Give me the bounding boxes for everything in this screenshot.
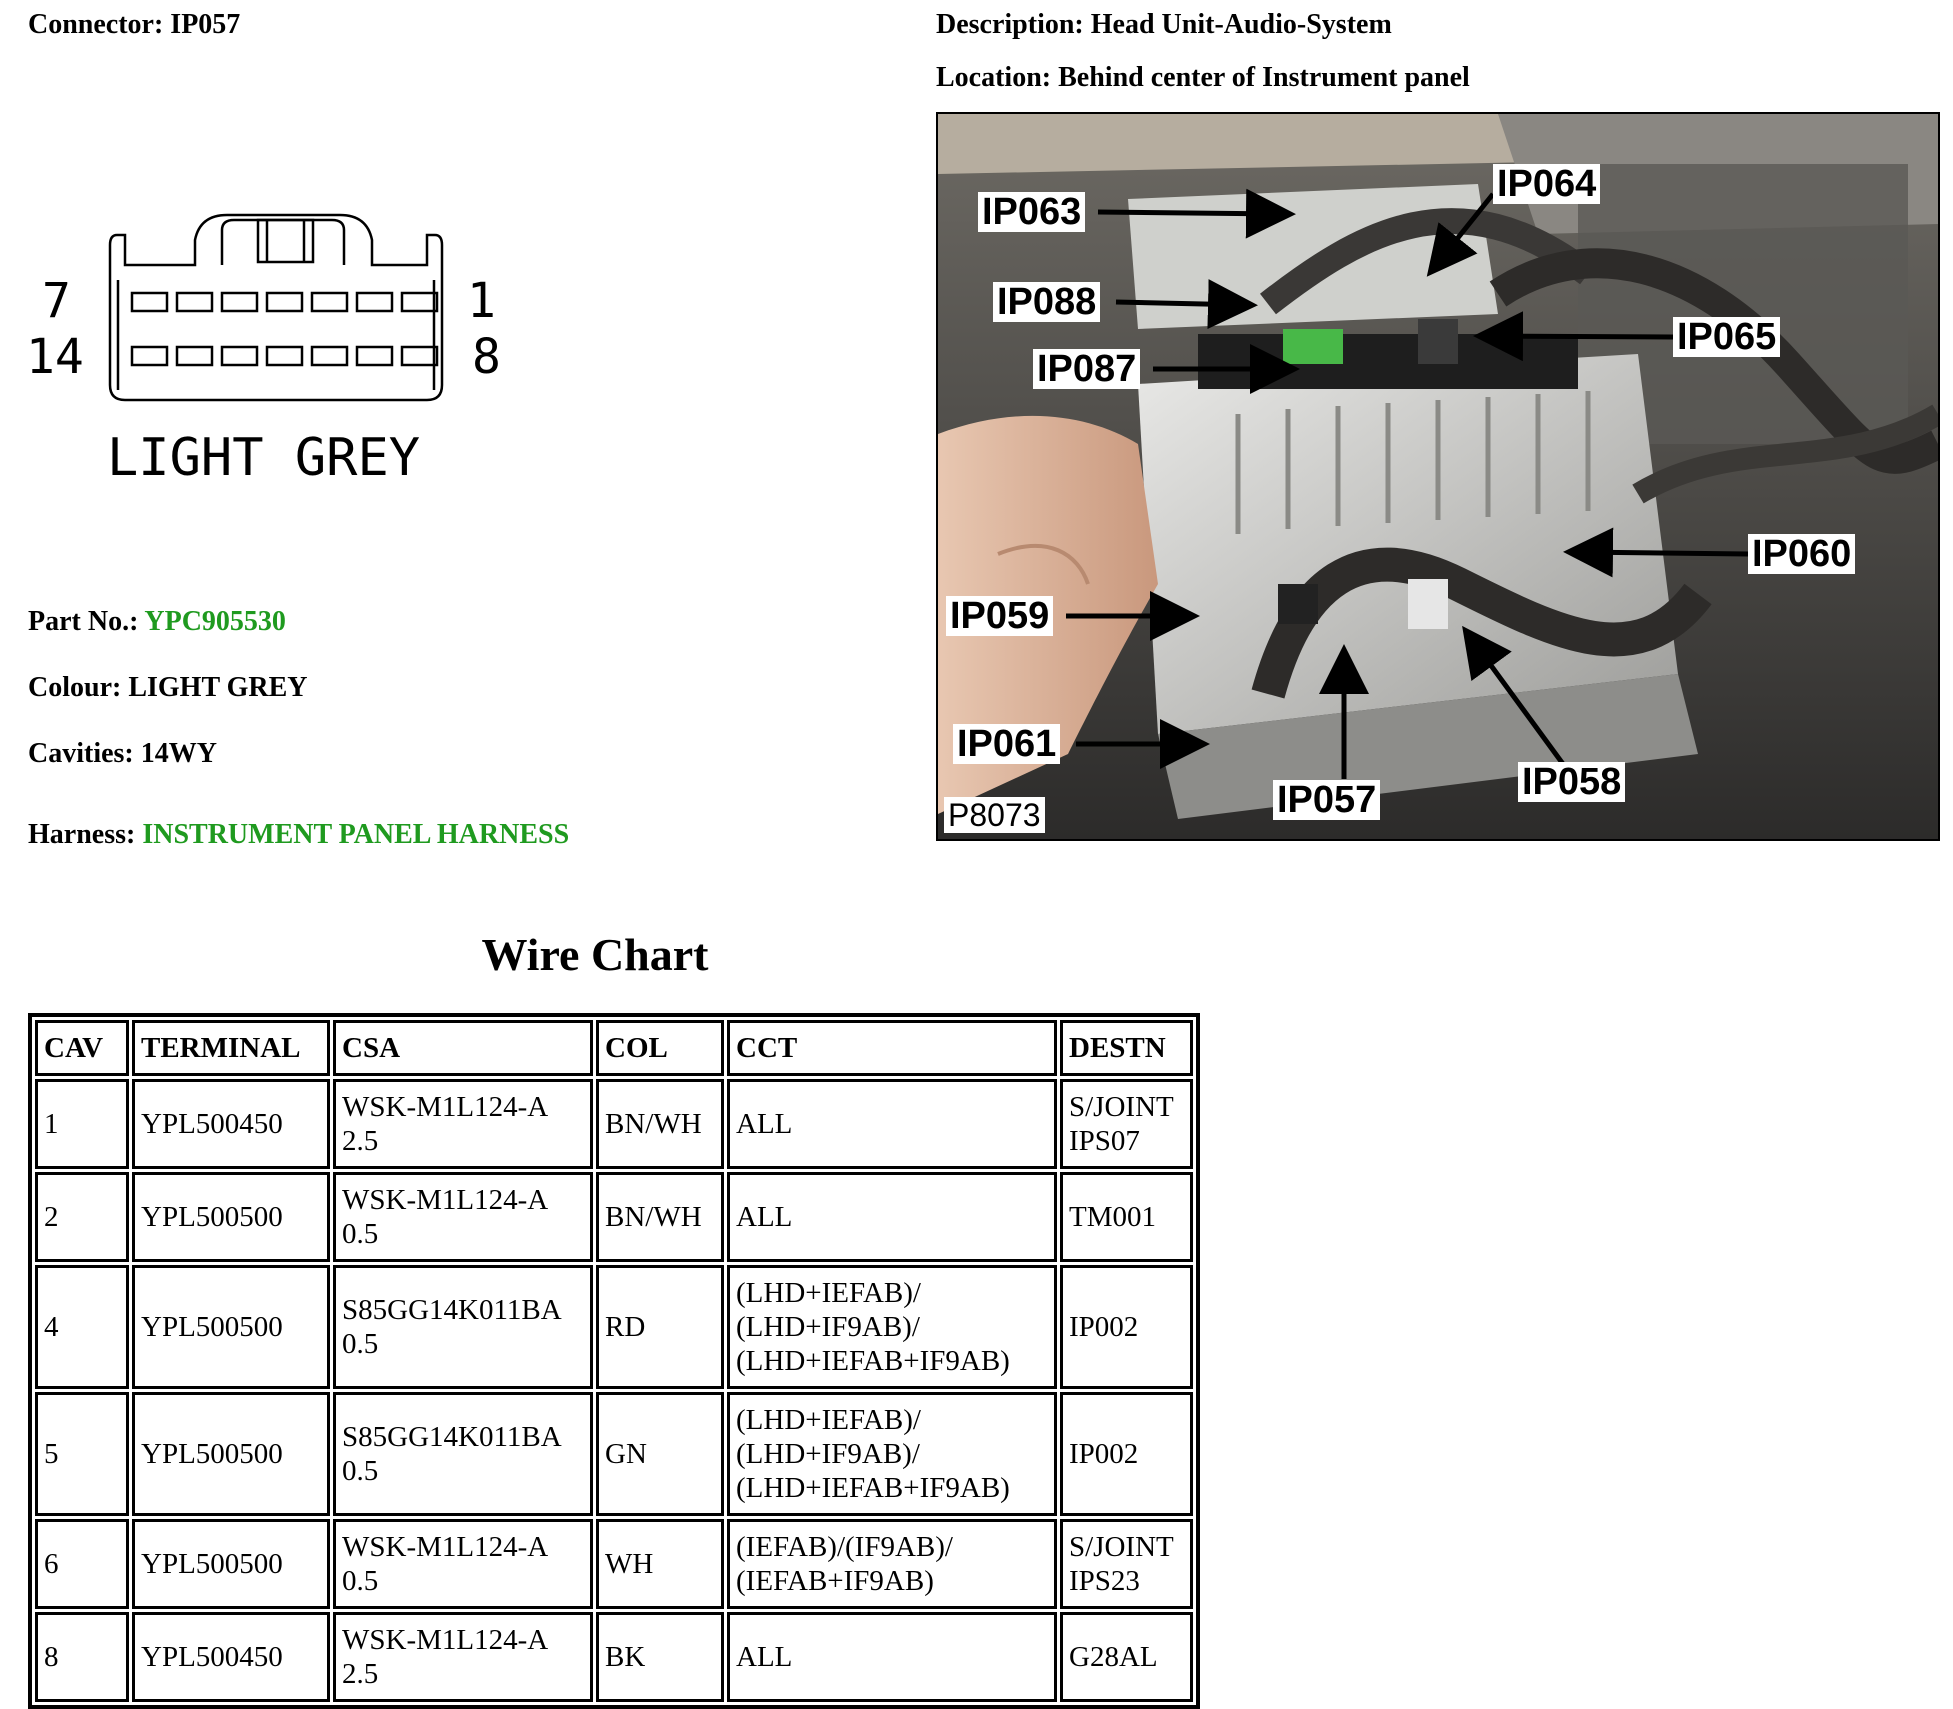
- cell-terminal: YPL500500: [132, 1172, 330, 1262]
- cct-line: (LHD+IEFAB+IF9AB): [736, 1472, 1010, 1504]
- harness-link[interactable]: INSTRUMENT PANEL HARNESS: [142, 819, 570, 850]
- callout-ip060: IP060: [1748, 534, 1855, 574]
- csa-line: 2.5: [342, 1125, 379, 1157]
- cell-terminal: YPL500500: [132, 1265, 330, 1389]
- cavity-row-bottom: [132, 347, 437, 365]
- csa-line: 0.5: [342, 1328, 379, 1360]
- part-number-link[interactable]: YPC905530: [144, 606, 286, 637]
- destn-line: TM001: [1069, 1201, 1156, 1233]
- csa-line: WSK-M1L124-A: [342, 1624, 549, 1656]
- header-csa: CSA: [333, 1020, 593, 1076]
- destn-line: IPS07: [1069, 1125, 1140, 1157]
- cavities-line: [28, 737, 217, 771]
- csa-line: 2.5: [342, 1658, 379, 1690]
- cct-line: (LHD+IEFAB+IF9AB): [736, 1345, 1010, 1377]
- callout-ip064: IP064: [1493, 164, 1600, 204]
- csa-line: 0.5: [342, 1455, 379, 1487]
- colour-label: Colour:: [28, 672, 122, 703]
- callout-ip057: IP057: [1273, 780, 1380, 820]
- description-value: Head Unit-Audio-System: [1090, 9, 1392, 40]
- pin-label-1: 1: [467, 273, 496, 329]
- cct-line: (LHD+IF9AB)/: [736, 1438, 920, 1470]
- callout-arrows: [938, 114, 1938, 839]
- connector-line: [28, 8, 240, 42]
- cell-destn: [1060, 1172, 1193, 1262]
- cell-csa: [333, 1519, 593, 1609]
- connector-value: IP057: [170, 9, 241, 40]
- header-destn: DESTN: [1060, 1020, 1193, 1076]
- cell-col: GN: [596, 1392, 724, 1516]
- destn-line: IP002: [1069, 1438, 1139, 1470]
- csa-line: WSK-M1L124-A: [342, 1184, 549, 1216]
- csa-line: WSK-M1L124-A: [342, 1531, 549, 1563]
- cell-csa: [333, 1079, 593, 1169]
- cell-destn: [1060, 1612, 1193, 1702]
- table-row: [35, 1079, 1193, 1169]
- header-cav: CAV: [35, 1020, 129, 1076]
- harness-label: Harness:: [28, 819, 136, 850]
- csa-line: S85GG14K011BA: [342, 1294, 562, 1326]
- csa-line: WSK-M1L124-A: [342, 1091, 549, 1123]
- callout-ip065: IP065: [1673, 317, 1780, 357]
- cell-cav: 8: [35, 1612, 129, 1702]
- wire-chart-table: [28, 1013, 1200, 1709]
- table-row: [35, 1265, 1193, 1389]
- cell-csa: [333, 1612, 593, 1702]
- header-cct: CCT: [727, 1020, 1057, 1076]
- destn-line: S/JOINT: [1069, 1531, 1174, 1563]
- location-label: Location:: [936, 62, 1052, 93]
- part-number-line: [28, 605, 286, 639]
- description-line: [936, 8, 1392, 42]
- location-photo: [936, 112, 1940, 841]
- cell-terminal: YPL500500: [132, 1392, 330, 1516]
- cell-cct: [727, 1172, 1057, 1262]
- destn-line: IP002: [1069, 1311, 1139, 1343]
- harness-line: [28, 818, 569, 852]
- cct-line: ALL: [736, 1641, 793, 1673]
- location-line: [936, 61, 1470, 95]
- cell-col: RD: [596, 1265, 724, 1389]
- wire-chart-header-row: [35, 1020, 1193, 1076]
- table-row: [35, 1612, 1193, 1702]
- photo-reference: P8073: [944, 797, 1045, 833]
- cell-cct: [727, 1392, 1057, 1516]
- cell-col: BN/WH: [596, 1079, 724, 1169]
- cell-cav: 5: [35, 1392, 129, 1516]
- header-col: COL: [596, 1020, 724, 1076]
- callout-ip059: IP059: [946, 596, 1053, 636]
- cavities-value: 14WY: [140, 738, 217, 769]
- callout-ip088: IP088: [993, 282, 1100, 322]
- csa-line: S85GG14K011BA: [342, 1421, 562, 1453]
- wire-chart-title: Wire Chart: [481, 929, 709, 980]
- csa-line: 0.5: [342, 1218, 379, 1250]
- table-row: [35, 1519, 1193, 1609]
- destn-line: S/JOINT: [1069, 1091, 1174, 1123]
- diagram-colour-text: LIGHT GREY: [107, 428, 421, 488]
- cavity-row-top: [132, 293, 437, 311]
- cct-line: (IEFAB+IF9AB): [736, 1565, 934, 1597]
- callout-ip087: IP087: [1033, 349, 1140, 389]
- cell-col: WH: [596, 1519, 724, 1609]
- cell-cct: [727, 1612, 1057, 1702]
- cell-cct: [727, 1265, 1057, 1389]
- cell-terminal: YPL500500: [132, 1519, 330, 1609]
- callout-ip061: IP061: [953, 724, 1060, 764]
- cell-cct: [727, 1079, 1057, 1169]
- part-number-label: Part No.:: [28, 606, 139, 637]
- cell-csa: [333, 1172, 593, 1262]
- cell-cav: 4: [35, 1265, 129, 1389]
- cell-cct: [727, 1519, 1057, 1609]
- cell-csa: [333, 1392, 593, 1516]
- cell-destn: [1060, 1079, 1193, 1169]
- cell-cav: 6: [35, 1519, 129, 1609]
- cavities-label: Cavities:: [28, 738, 134, 769]
- cct-line: ALL: [736, 1108, 793, 1140]
- callout-ip058: IP058: [1518, 762, 1625, 802]
- table-row: [35, 1392, 1193, 1516]
- callout-ip063: IP063: [978, 192, 1085, 232]
- location-value: Behind center of Instrument panel: [1058, 62, 1470, 93]
- cct-line: ALL: [736, 1201, 793, 1233]
- connector-face-diagram: [22, 205, 522, 505]
- destn-line: IPS23: [1069, 1565, 1140, 1597]
- table-row: [35, 1172, 1193, 1262]
- cct-line: (IEFAB)/(IF9AB)/: [736, 1531, 953, 1563]
- cell-cav: 2: [35, 1172, 129, 1262]
- cell-terminal: YPL500450: [132, 1612, 330, 1702]
- cell-destn: [1060, 1392, 1193, 1516]
- header-terminal: TERMINAL: [132, 1020, 330, 1076]
- csa-line: 0.5: [342, 1565, 379, 1597]
- cct-line: (LHD+IEFAB)/: [736, 1404, 921, 1436]
- pin-label-7: 7: [42, 273, 71, 329]
- pin-label-8: 8: [472, 329, 501, 385]
- description-label: Description:: [936, 9, 1084, 40]
- colour-value: LIGHT GREY: [128, 672, 308, 703]
- cct-line: (LHD+IEFAB)/: [736, 1277, 921, 1309]
- pin-label-14: 14: [26, 329, 84, 385]
- cell-csa: [333, 1265, 593, 1389]
- cell-cav: 1: [35, 1079, 129, 1169]
- cell-destn: [1060, 1519, 1193, 1609]
- colour-line: [28, 671, 308, 705]
- cell-col: BN/WH: [596, 1172, 724, 1262]
- cell-destn: [1060, 1265, 1193, 1389]
- cell-col: BK: [596, 1612, 724, 1702]
- cell-terminal: YPL500450: [132, 1079, 330, 1169]
- cct-line: (LHD+IF9AB)/: [736, 1311, 920, 1343]
- destn-line: G28AL: [1069, 1641, 1158, 1673]
- connector-label: Connector:: [28, 9, 164, 40]
